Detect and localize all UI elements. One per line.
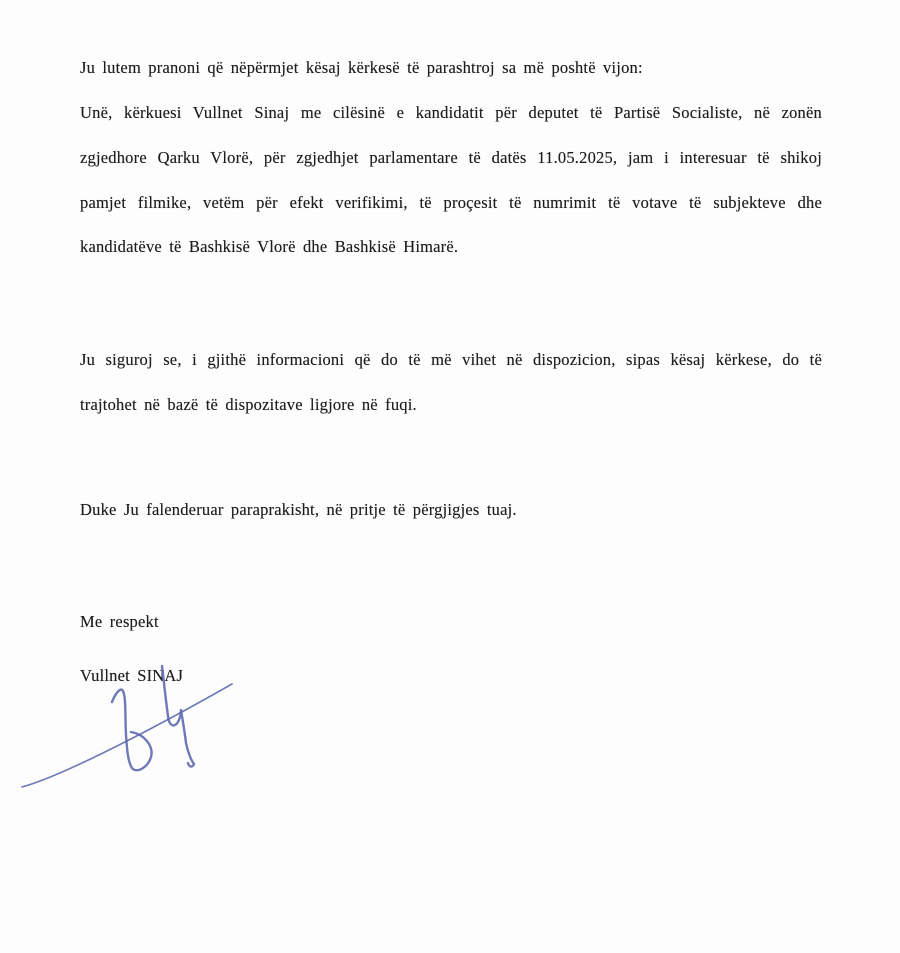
text-line: Ju siguroj se, i gjithë informacioni që do të më vihet në dispozicion, sipas kësaj kërkese, do të [80, 350, 822, 369]
text-line: trajtohet në bazë të dispozitave ligjore në fuqi. [80, 394, 417, 414]
text-line: zgjedhore Qarku Vlorë, për zgjedhjet parlamentare të datës 11.05.2025, jam i interesuar të shikoj [80, 147, 822, 167]
signatory-name [80, 654, 822, 699]
text-line: Unë, kërkuesi Vullnet Sinaj me cilësinë e kandidatit për deputet të Partisë Socialiste, në zonën [80, 103, 822, 122]
text-line: Vullnet SINAJ [80, 666, 184, 685]
closing-salutation [80, 600, 822, 645]
text-line: Me respekt [80, 612, 159, 631]
paragraph-request-body [80, 91, 822, 270]
text-line: Ju lutem pranoni që nëpërmjet kësaj kërkesë të parashtroj sa më poshtë vijon: [80, 58, 643, 77]
paragraph-assurance [80, 338, 822, 428]
paragraph-thanks [80, 488, 822, 533]
paragraph-intro [80, 46, 822, 91]
text-line: Duke Ju falenderuar paraprakisht, në pritje të përgjigjes tuaj. [80, 500, 517, 519]
text-line: pamjet filmike, vetëm për efekt verifikimi, të proçesit të numrimit të votave të subjekteve dhe [80, 192, 822, 212]
text-line: kandidatëve të Bashkisë Vlorë dhe Bashkisë Himarë. [80, 237, 459, 257]
